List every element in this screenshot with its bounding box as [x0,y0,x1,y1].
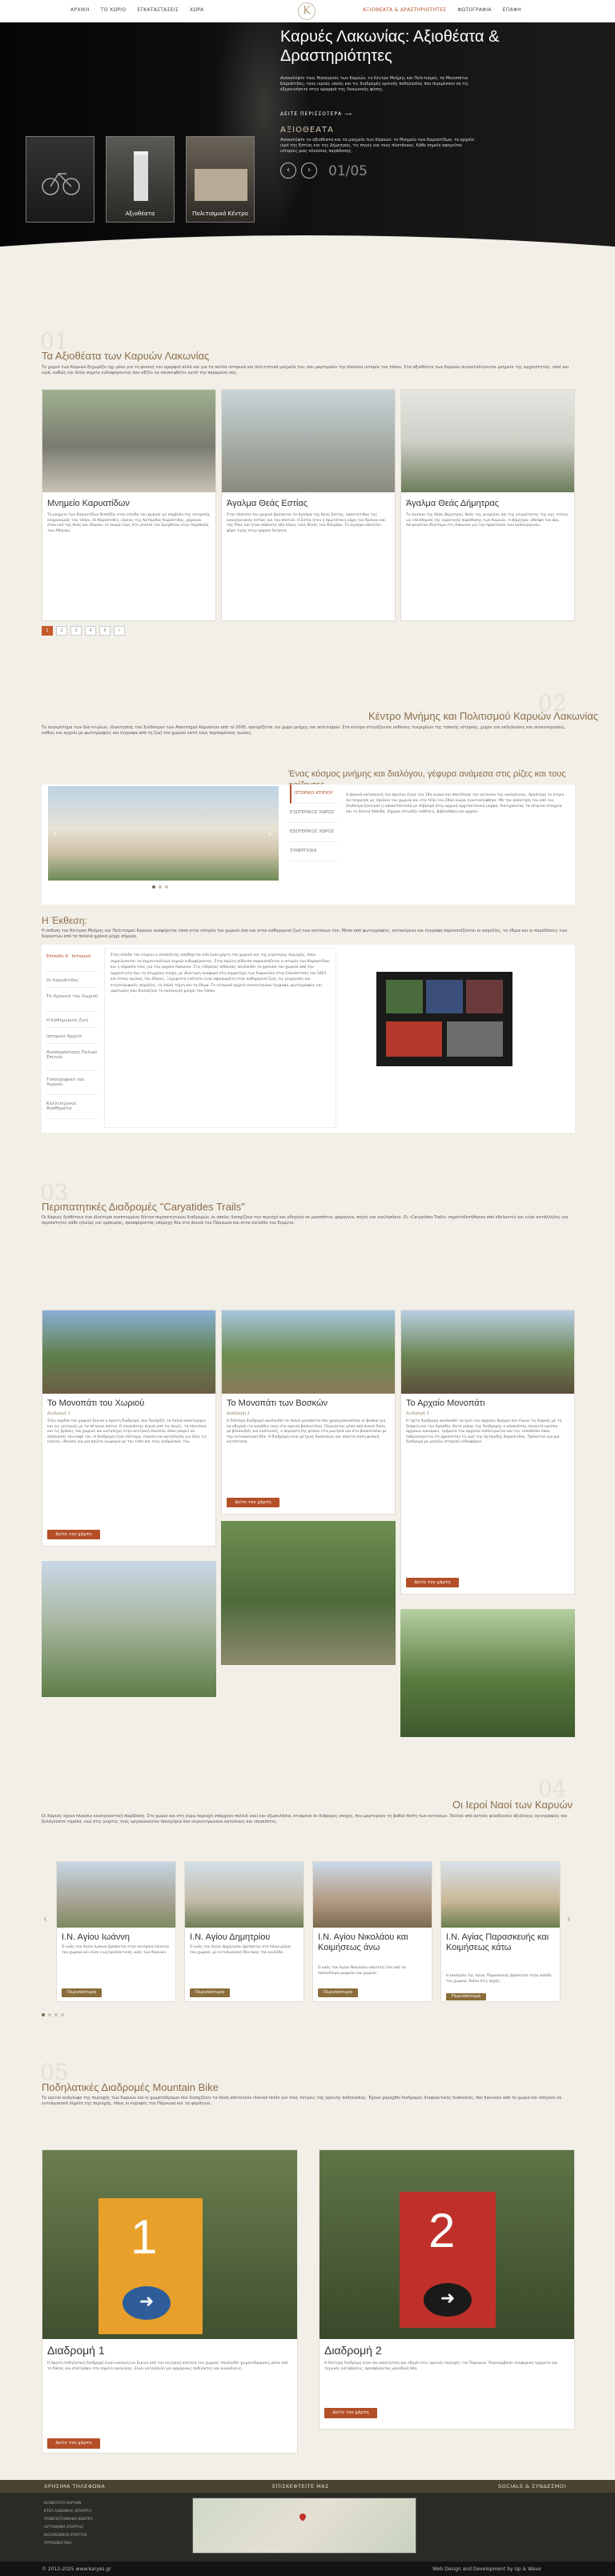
section-title: Περιπατητικές Διαδρομές "Caryatides Trails" [42,1201,245,1213]
slider-dots [152,885,168,889]
exh-tab[interactable]: Οι Καρυάτιδες [46,972,98,988]
exhibition-text: Η έκθεση του Κέντρου Μνήμης και Πολιτισμού Καρυών αναφέρεται τόσο στην ιστορία του χωριού όσο και στην καθημερινή ζωή των κατοίκων του. Μέσα από φωτογραφίες, αντικείμενα και έγγραφα παρουσιάζονται οι ασχολίες, τα έθιμα και οι παραδόσεις των Καρυατών από τα παλαιά χρόνια μέχρι σήμερα. [42,929,568,939]
tab-history[interactable]: ΙΣΤΟΡΙΚΟ ΚΤΙΡΙΟΥ [290,784,338,804]
card-image [222,1310,395,1394]
nav-item-map[interactable]: ΧΩΡΑ [189,7,204,13]
exh-tab[interactable]: Αναπαράσταση Παλιού Σπιτιού [46,1044,98,1071]
card-title: Το Μονοπάτι του Χωριού [47,1398,145,1408]
bike-route-card[interactable] [319,2149,575,2430]
footer-link[interactable]: ΠΥΡΟΣΒΕΣΤΙΚΗ [44,2542,72,2546]
hero-section-text: Ανακαλύψτε τα αξιοθέατα και τα μνημεία των Καρυών: το Μνημείο των Καρυατίδων, το αρχαίο ιερό της Εστίας και της Δήμητρας, τις πηγές και τους πλατάνους. Κάθε σημείο αφηγείται ιστορίες μιας πλούσιας παράδοσης. [280,138,475,154]
dot[interactable] [152,885,155,889]
card-image [401,1310,574,1394]
card-text: Η εκκλησία της Αγίας Παρασκευής βρίσκεται στην είσοδο του χωριού, δίπλα στις πηγές. [446,1974,552,1984]
card-title: Ι.Ν. Αγίου Νικολάου και Κοιμήσεως άνω [318,1932,408,1952]
footer-link[interactable]: ΝΟΣΟΚΟΜΕΙΟ ΣΠΑΡΤΗΣ [44,2534,87,2538]
card-subtitle: Διαδρομή 1 [47,1411,70,1416]
dot[interactable] [42,2013,45,2016]
card-text: Το άγαλμα της Θεάς Δήμητρας, θεάς της γεωργίας και της γονιμότητας της γης, στέκει ως υπενθύμιση της αγροτικής παράδοσης των Καρυών. Η Δήμητρα, αδελφή του Δία, λατρευόταν ιδιαίτερα στη Λακωνία για την προστασία των καλλιεργειών. [406,513,569,528]
tab-subtitle: Ένας κόσμος μνήμης και διαλόγου, γέφυρα ανάμεσα στις ρίζες και τους [288,769,566,779]
nav-item-facilities[interactable]: ΕΓΚΑΤΑΣΤΑΣΕΙΣ [137,7,179,13]
slider-next-icon[interactable]: › [268,829,272,840]
hero-section-title: ΑΞΙΟΘΕΑΤΑ [280,126,334,134]
building-image [195,169,247,201]
arrow-icon: ➜ [123,2286,171,2320]
bottom-bar [0,2562,615,2576]
section-number: 04 [538,1776,567,1802]
card-title: Ι.Ν. Αγίας Παρασκευής και Κοιμήσεως κάτω [446,1932,549,1952]
route-number: 1 [131,2210,158,2264]
exh-tab[interactable]: Ιστορικό Αρχείο [46,1028,98,1044]
church-card[interactable] [440,1861,561,2002]
page-2[interactable]: 2 [56,626,67,636]
nav-left [70,7,204,13]
trail-photo [400,1609,575,1737]
footer-links [44,2500,93,2548]
site-logo[interactable]: K [298,2,316,20]
section-number: 01 [40,328,69,355]
section-text: Το ορεινό ανάγλυφο της περιοχής των Καρυών και οι χωματόδρομοι που διασχίζουν τα δάση αποτελούν ιδανικό πεδίο για τους λάτρεις της ορεινής ποδηλασίας. Έχουν χαραχθεί διαδρομές διαφορετικής δυσκολίας, που ξεκινούν από το χωριό και οδηγούν σε εντυπωσιακά σημεία της περιοχής, όπως οι κορυφές του Πάρνωνα και τα φαράγγια. [42,2096,562,2106]
tab-exterior[interactable]: ΕΞΩΤΕΡΙΚΟΣ ΧΩΡΟΣ [290,804,338,823]
trail-photo [221,1521,396,1665]
card-text: Ο ναός του Αγίου Δημητρίου βρίσκεται στο πάνω μέρος του χωριού, με εντυπωσιακή θέα προς την κοιλάδα. [190,1945,291,1955]
nav-item-village[interactable]: ΤΟ ΧΩΡΙΟ [100,7,127,13]
tab-content: Η βασική κατασκευή του πρώτου έγινε τον 19ο αιώνα και αποτέλεσε την κατοικία της οικογένειας. Αργότερα το κτίριο λειτούργησε ως σχολείο του χωριού και στα τέλη του 20ού αιώνα εγκαταλείφθηκε. Με την απόκτηση του από τον Σύνδεσμο ξεκίνησε η αποκατάσταση με σεβασμό στην αρχική αρχιτεκτονική μορφή, διατηρώντας τα πέτρινα στοιχεία και τα ξύλινα δάπεδα. Σήμερα στεγάζει εκθέσεις, βιβλιοθήκη και αρχείο. [346,793,565,814]
footer-heading-phones: ΧΡΗΣΙΜΑ ΤΗΛΕΦΩΝΑ [44,2483,106,2490]
arrow-icon: ➜ [424,2283,472,2317]
card-subtitle: Διαδρομή 3 [406,1411,429,1416]
card-image [42,1310,215,1394]
section-text: Οι Καρυές έχουν πλούσια εκκλησιαστική παράδοση. Στο χωριό και στη γύρω περιοχή υπάρχουν πολλοί ναοί και εξωκκλήσια, κτισμένα σε διάφορες εποχές, που μαρτυρούν τη βαθιά πίστη των κατοίκων. Πολλοί από αυτούς φιλοξενούν αξιόλογες αγιογραφίες και ξυλόγλυπτα τέμπλα, ενώ στις γιορτές τους οργανώνονται πανηγύρια που συγκεντρώνουν κατοίκους και επισκέπτες. [42,1814,568,1824]
footer-map[interactable] [192,2498,416,2554]
card-image [401,390,574,492]
card-image [222,390,395,492]
exh-tab[interactable]: Καλλιτεχνικά Αναθήματα [46,1095,98,1119]
card-image [42,390,215,492]
trail-card[interactable] [400,1310,575,1595]
card-text: Ο ναός του Αγίου Νικολάου αποτελεί ένα από τα παλαιότερα μνημεία του χωριού. [318,1966,407,1976]
card-title: Μνημείο Καρυατίδων [47,499,130,508]
dot[interactable] [54,2013,58,2016]
card-title: Άγαλμα Θεάς Εστίας [227,499,308,508]
church-card[interactable] [184,1861,304,2002]
page-5[interactable]: 5 [99,626,111,636]
card-text: Το μνημείο των Καρυατίδων δεσπόζει στην είσοδο του χωριού ως σύμβολο της ιστορικής κληρονομιάς του τόπου. Οι Καρυάτιδες, ιέρειες της Αρτέμιδος Καρυάτιδος, χόρευαν στον ναό της θεάς και έδωσαν το όνομά τους στα γλυπτά του Ερεχθείου στην Ακρόπολη των Αθηνών. [47,513,211,533]
slider-dots [42,2013,64,2016]
nav-right [363,7,521,13]
map-button[interactable]: Δείτε τον χάρτη [324,2408,377,2418]
map-button[interactable]: Δείτε τον χάρτη [47,1530,100,1539]
church-card[interactable] [312,1861,432,2002]
route-number: 2 [428,2204,456,2257]
section-title: Ποδηλατικές Διαδρομές Mountain Bike [42,2081,219,2093]
more-button[interactable]: Περισσότερα [190,1988,230,1997]
page-next[interactable]: » [114,626,125,636]
trail-photo [42,1561,216,1697]
footer-heading-visit: ΕΠΙΣΚΕΦΤΕΙΤΕ ΜΑΣ [272,2483,329,2490]
card-title: Διαδρομή 2 [324,2344,382,2357]
nav-item-home[interactable]: ΑΡΧΙΚΗ [70,7,90,13]
section-number: 05 [40,2059,69,2085]
map-button[interactable]: Δείτε τον χάρτη [227,1498,279,1507]
card-title: Ι.Ν. Αγίου Δημητρίου [190,1932,271,1942]
card-text: Η δεύτερη διαδρομή είναι πιο απαιτητική και οδηγεί στις ορεινές περιοχές του Πάρνωνα. Περιλαμβάνει ανηφορικά τμήματα και τεχνικές καταβάσεις, προσφέροντας μοναδική θέα. [324,2361,558,2371]
card-image [313,1862,432,1928]
card-image [57,1862,175,1928]
exh-tab[interactable]: Επίπεδο Α΄ Ιστορικό [46,948,98,972]
more-button[interactable]: Περισσότερα [62,1988,102,1997]
sight-card[interactable] [221,389,396,621]
footer-link[interactable]: ΑΣΤΥΝΟΜΙΑ ΣΠΑΡΤΗΣ [44,2526,84,2530]
dot[interactable] [61,2013,64,2016]
card-title: Ι.Ν. Αγίου Ιωάννη [62,1932,130,1942]
map-button[interactable]: Δείτε τον χάρτη [47,2438,100,2449]
exhibition-title: Η Έκθεση: [42,915,87,926]
floor-plan-image [376,972,512,1066]
card-text: Ο ναός του Αγίου Ιωάννη βρίσκεται στην κεντρική πλατεία του χωριού και είναι ο μητροπολιτικός ναός των Καρυών. [62,1945,169,1955]
card-title: Διαδρομή 1 [47,2344,105,2357]
footer-link[interactable]: ΠΑΝΕΠΙΣΤΗΜΙΑΚΟ ΚΕΝΤΡΟ [44,2518,93,2522]
section-title: Οι Ιεροί Ναοί των Καρυών [452,1799,573,1811]
tab-interior[interactable]: ΕΣΩΤΕΡΙΚΟΣ ΧΩΡΟΣ [290,823,338,842]
footer-link[interactable]: ΚΤΕΛ ΛΑΚΩΝΙΑΣ (ΣΠΑΡΤΗ) [44,2510,92,2514]
building-photo [48,786,279,881]
card-text: Η πρώτη ποδηλατική διαδρομή είναι κυκλική και ξεκινά από την κεντρική πλατεία του χωριού. Ακολουθεί χωματόδρομους μέσα από το δάσος και επιστρέφει στο σημείο εκκίνησης. Είναι κατάλληλη για αρχάριους ποδηλάτες και οικογένειες. [47,2361,288,2371]
card-image [441,1862,560,1928]
section-text: Το συγκρότημα των δύο κτιρίων, ιδιοκτησίας του Συνδέσμου των Απανταχού Καρυατών από το 2005, προορίζεται για χώρο μνήμης και πολιτισμού. Στο κέντρο στεγάζονται εκθέσεις τεκμηρίων της τοπικής ιστορίας, χώροι για εκδηλώσεις και συγκεντρώσεις, καθώς και αρχείο με φωτογραφίες και έγγραφα από τη ζωή του χωριού κατά τους περασμένους αιώνες. [42,725,566,736]
bicycle-icon [26,137,95,223]
church-card[interactable] [56,1861,176,2002]
map-button[interactable]: Δείτε τον χάρτη [406,1578,459,1587]
next-arrow-icon[interactable]: › [301,163,317,179]
card-text: Η τρίτη διαδρομή ακολουθεί τα ίχνη του αρχαίου δρόμου που ένωνε τις Καρυές με τη Σπάρτη και την Αρκαδία. Κατά μήκος της διαδρομής ο επισκέπτης συναντά ερείπια αρχαίων οικισμών, τμήματα του αρχαίου λιθόστρωτου και την τοποθεσία όπου πιθανολογείται ότι βρισκόταν το ιερό της Αρτέμιδος Καρυάτιδος. Πρόκειται για μια διαδρομή με μεγάλο ιστορικό ενδιαφέρον. [406,1419,562,1444]
exh-tab[interactable]: Το Χρονικό του Χωριού [46,988,98,1012]
more-button[interactable]: Περισσότερα [318,1988,358,1997]
card-subtitle: Διαδρομή 2 [227,1411,250,1416]
dot[interactable] [159,885,162,889]
page-1[interactable]: 1 [42,626,53,636]
hero-thumb-bikes[interactable] [26,136,94,223]
prev-arrow-icon[interactable]: ‹ [280,163,296,179]
section-text: Οι Καρυές διαθέτουν ένα ιδιαίτερα ανεπτυγμένο δίκτυο περιπατητικών διαδρομών, οι οποίες διασχίζουν την περιοχή και οδηγούν σε μονοπάτια, φαράγγια, πηγές και εκκλησάκια. Οι «Caryatides Trails» σηματοδοτήθηκαν από εθελοντές και είναι κατάλληλες για περιπατητές κάθε ηλικίας και εμπειρίας, προσφέροντας υπέροχη θέα στα βουνά του Πάρνωνα και στην κοιλάδα του Ευρώτα. [42,1215,569,1226]
card-title: Το Μονοπάτι των Βοσκών [227,1398,328,1408]
sight-card[interactable] [42,389,216,621]
hero-text: Ανακαλύψτε τους θησαυρούς των Καρυών, το Κέντρο Μνήμης και Πολιτισμού, τα Μονοπάτια Καρυάτιδες, τους ιερούς ναούς και τις διαδρομές ορεινής ποδηλασίας που περιμένουν να τις εξερευνήσετε στην ομορφιά της Λακωνικής φύσης. [280,76,468,92]
card-title: Άγαλμα Θεάς Δήμητρας [406,499,500,508]
section-number: 03 [40,1179,69,1206]
slider-prev-icon[interactable]: ‹ [43,1913,47,1924]
trail-card[interactable] [42,1310,216,1547]
exhibition-content: Στην είσοδο του κτιρίου ο επισκέπτης υποδέχεται από έναν χάρτη του χωριού και της ευρύτερης περιοχής, όπου σημειώνονται τα σημαντικότερα σημεία ενδιαφέροντος. Στην πρώτη αίθουσα παρουσιάζεται η ιστορία των Καρυατίδων και η σημασία τους για την αρχαία Λακωνία. Στις επόμενες αίθουσες ακολουθεί το χρονικό του χωριού από την αρχαιότητα έως τη σύγχρονη εποχή, με ιδιαίτερη αναφορά στη συμμετοχή των Καρυατών στην Επανάσταση του 1821 και στους αγώνες του έθνους. Ξεχωριστή ενότητα είναι αφιερωμένη στην καθημερινή ζωή, τις γεωργικές και κτηνοτροφικές ασχολίες, τη λαϊκή τέχνη και τα έθιμα. Το ιστορικό αρχείο συγκεντρώνει έγγραφα, φωτογραφίες και μαρτυρίες που διασώζουν τη συλλογική μνήμη του τόπου. [111,953,330,993]
nav-item-photos[interactable]: ΦΩΤΟΓΡΑΦΙΑ [457,7,492,13]
pagination [42,626,125,636]
slider-next-icon[interactable]: › [567,1913,571,1924]
dot[interactable] [48,2013,51,2016]
card-text: Στην πλατεία του χωριού βρίσκεται το άγαλμα της Θεάς Εστίας, προστάτιδας της οικογενειακής εστίας και του σπιτιού. Η Εστία ήταν η πρωτότοκη κόρη του Κρόνου και της Ρέας και ήταν σεβαστή από όλους τους θεούς του Ολύμπου. Το άγαλμα αποτελεί φόρο τιμής στην αρχαία λατρεία. [227,513,386,533]
slide-counter: 01/05 [328,163,368,179]
tab-cooperation[interactable]: ΣΥΝΕΡΓΑΣΙΑ [290,842,338,861]
more-button[interactable]: Περισσότερα [446,1993,486,2000]
top-nav [0,0,615,22]
card-image [185,1862,303,1928]
hero-wave-divider [0,232,615,264]
trail-card[interactable] [221,1310,396,1515]
nav-item-contact[interactable]: ΕΠΑΦΗ [502,7,521,13]
hero-thumb-culture[interactable]: Πολιτισμικό Κέντρο [186,136,255,223]
section-title: Κέντρο Μνήμης και Πολιτισμού Καρυών Λακωνίας [368,710,599,722]
page-4[interactable]: 4 [85,626,96,636]
culture-center-panel [42,784,575,905]
exhibition-tabs [46,948,98,1119]
card-title: Το Αρχαίο Μονοπάτι [406,1398,485,1408]
section-title: Τα Αξιοθέατα των Καρυών Λακωνίας [42,350,210,362]
hero-title: Καρυές Λακωνίας: Αξιοθέατα & Δραστηριότητες [280,28,500,65]
sight-card[interactable] [400,389,575,621]
dot[interactable] [165,885,168,889]
tabs [290,784,338,861]
card-text: Η δεύτερη διαδρομή ακολουθεί τα παλιά μονοπάτια που χρησιμοποιούσαν οι βοσκοί για να οδηγούν τα κοπάδια τους στα ορεινά βοσκοτόπια. Περνώντας μέσα από πυκνά δάση με βελανιδιές και καστανιές, ο περιπατητής φτάνει στα μαντριά και στα βοσκοτόπια με την εντυπωσιακή θέα. Η διαδρομή είναι μέτριας δυσκολίας και απαιτεί καλή φυσική κατάσταση. [227,1419,387,1444]
bike-route-card[interactable] [42,2149,298,2454]
section-number: 02 [538,690,567,716]
footer-link[interactable]: ΚΟΙΝΟΤΗΤΑ ΚΑΡΥΩΝ [44,2502,82,2506]
copyright: © 2012-2025 www.karyes.gr [42,2566,111,2572]
exh-tab[interactable]: Η Καθημερινή Ζωή [46,1012,98,1028]
column-image [134,151,148,201]
credit[interactable]: Web Design and Development by Up & Wave [432,2566,541,2572]
hero-thumb-sights[interactable]: Αξιοθέατα [106,136,175,223]
hero-link[interactable]: ΔΕΙΤΕ ΠΕΡΙΣΣΟΤΕΡΑ ⟶ [280,111,352,117]
footer-heading-social: SOCIALS & ΣΥΝΔΕΣΜΟΙ [498,2483,566,2490]
section-text: Το χωριό των Καρυών ξεχωρίζει όχι μόνο για τη φυσική του ομορφιά αλλά και για τα πολλά ιστορικά και πολιτιστικά μνημεία του, που μαρτυρούν την πλούσια ιστορία του τόπου. Στα αξιοθέατα των Καρυών συγκαταλέγονται μνημεία της αρχαιότητας, ναοί και ιερά, καθώς και άλλα σημεία ενδιαφέροντος που αξίζει να επισκεφθείτε κατά την παραμονή σας. [42,365,569,375]
nav-item-sights[interactable]: ΑΞΙΟΘΕΑΤΑ & ΔΡΑΣΤΗΡΙΟΤΗΤΕΣ [363,7,447,13]
page-3[interactable]: 3 [70,626,82,636]
exh-tab[interactable]: Τοπογραφικό του Χωριού [46,1071,98,1095]
exhibition-panel [42,945,575,1133]
slider-prev-icon[interactable]: ‹ [53,829,57,840]
card-text: Στην καρδιά του χωριού ξεκινά η πρώτη διαδρομή, που διασχίζει τα παλιά καλντερίμια και τις γειτονιές με τα πέτρινα σπίτια. Ο επισκέπτης περνά από τις πηγές, τα πλατάνια και τις βρύσες του χωριού και καταλήγει στην κεντρική πλατεία, όπου μπορεί να απολαύσει τον καφέ του. Η διαδρομή είναι σύντομη, εύκολη και κατάλληλη για όλες τις ηλικίες, ιδανική για μια πρώτη γνωριμία με τον τόπο και τους ανθρώπους του. [47,1419,207,1444]
